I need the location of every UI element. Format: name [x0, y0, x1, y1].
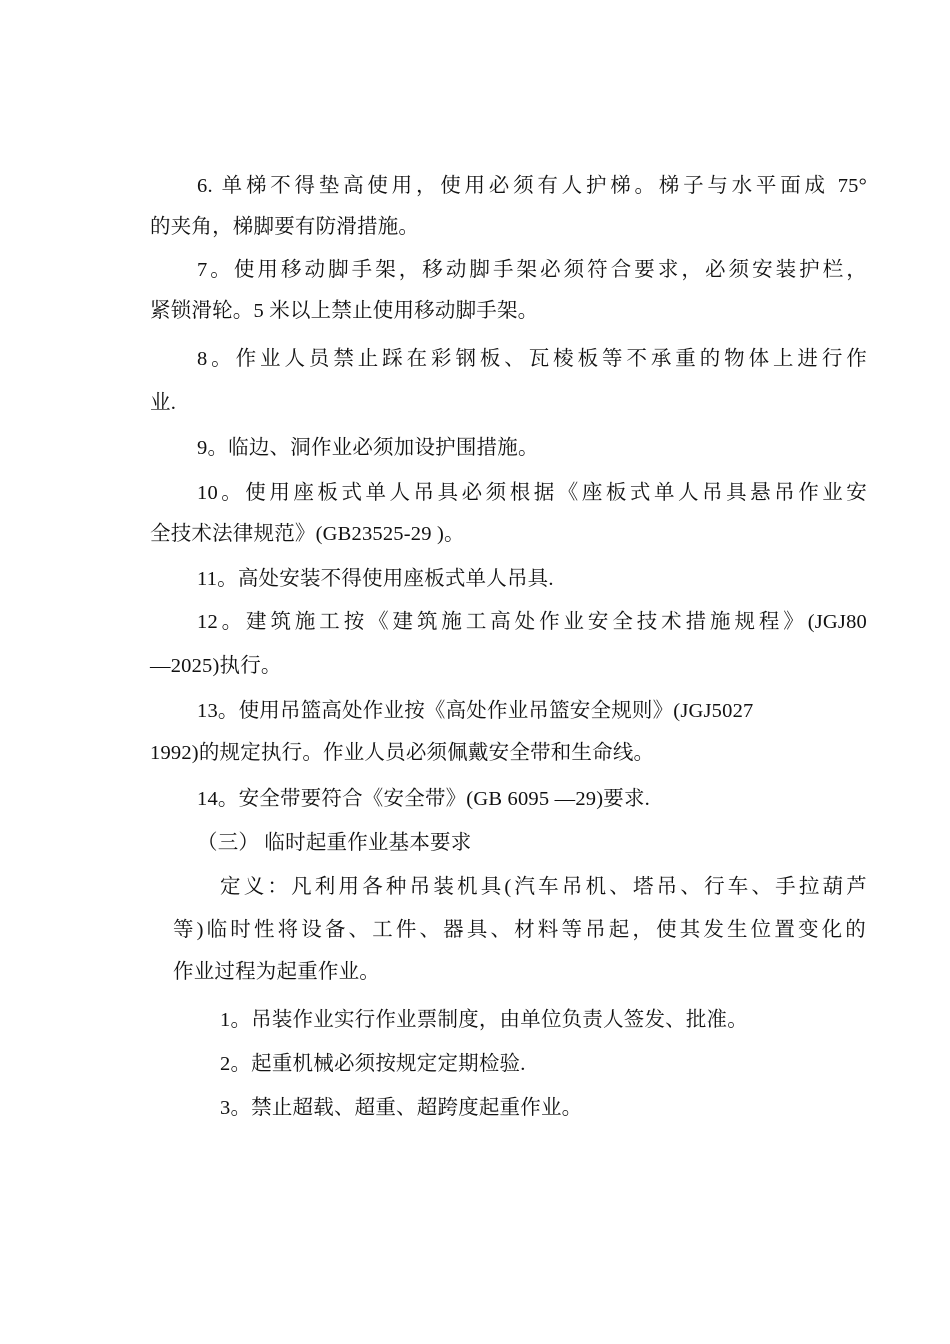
definition-line-1: 定义：凡利用各种吊装机具(汽车吊机、塔吊、行车、手拉葫芦	[220, 876, 867, 898]
item-12-line-1: 12。建筑施工按《建筑施工高处作业安全技术措施规程》(JGJ80	[197, 611, 867, 633]
item-6-line-2: 的夹角，梯脚要有防滑措施。	[150, 216, 420, 238]
item-6-line-1: 6. 单梯不得垫高使用，使用必须有人护梯。梯子与水平面成 75°	[197, 175, 867, 197]
crane-item-2: 2。起重机械必须按规定定期检验.	[220, 1053, 526, 1075]
crane-item-3: 3。禁止超载、超重、超跨度起重作业。	[220, 1097, 583, 1119]
item-8-line-1: 8。作业人员禁止踩在彩钢板、瓦棱板等不承重的物体上进行作	[197, 348, 867, 370]
item-9-line-1: 9。临边、洞作业必须加设护围措施。	[197, 437, 539, 459]
item-10-line-2: 全技术法律规范》(GB23525-29 )。	[150, 523, 465, 545]
item-7-line-1: 7。使用移动脚手架，移动脚手架必须符合要求，必须安装护栏，	[197, 259, 867, 281]
crane-item-1: 1。吊装作业实行作业票制度，由单位负责人签发、批准。	[220, 1009, 748, 1031]
item-11-line-1: 11。高处安装不得使用座板式单人吊具.	[197, 568, 554, 590]
section-heading: （三） 临时起重作业基本要求	[197, 832, 472, 854]
item-14-line-1: 14。安全带要符合《安全带》(GB 6095 —29)要求.	[197, 788, 651, 810]
definition-line-2: 等)临时性将设备、工件、器具、材料等吊起，使其发生位置变化的	[173, 919, 866, 941]
item-12-line-2: —2025)执行。	[150, 655, 282, 677]
item-7-line-2: 紧锁滑轮。5 米以上禁止使用移动脚手架。	[150, 300, 539, 322]
item-13-line-2: 1992)的规定执行。作业人员必须佩戴安全带和生命线。	[150, 742, 655, 764]
item-8-line-2: 业.	[150, 392, 177, 414]
definition-line-3: 作业过程为起重作业。	[173, 961, 380, 983]
item-13-line-1: 13。使用吊篮高处作业按《高处作业吊篮安全规则》(JGJ5027	[197, 700, 754, 722]
item-10-line-1: 10。使用座板式单人吊具必须根据《座板式单人吊具悬吊作业安	[197, 482, 867, 504]
